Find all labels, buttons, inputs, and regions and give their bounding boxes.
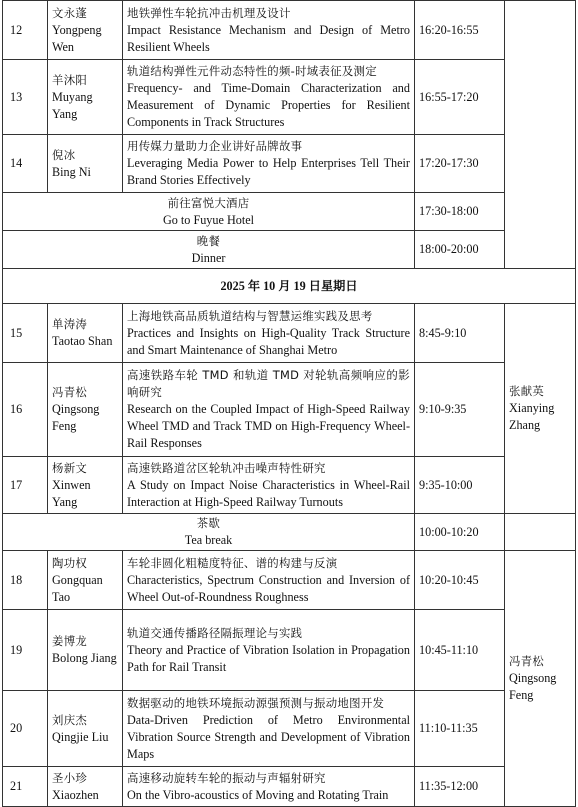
talk-title-zh: 车轮非圆化粗糙度特征、谱的构建与反演 <box>127 555 338 570</box>
speaker-cell <box>48 304 123 363</box>
speaker-name-zh: 姜博龙 <box>52 634 88 648</box>
talk-number: 14 <box>3 135 48 193</box>
speaker-cell <box>48 60 123 135</box>
talk-title-en: Research on the Coupled Impact of High-Speed Railway Wheel TMD and Track TMD on High-Frequency Wheel-Rail Responses <box>127 402 410 450</box>
speaker-cell <box>48 551 123 610</box>
talk-title-zh: 用传媒力量助力企业讲好品牌故事 <box>127 139 303 153</box>
time-slot: 16:20-16:55 <box>415 1 505 60</box>
event-cell <box>3 231 415 269</box>
time-slot: 17:30-18:00 <box>415 193 505 231</box>
talk-title-en: A Study on Impact Noise Characteristics in Wheel-Rail Interaction at High-Speed Railway Turnouts <box>127 477 410 509</box>
time-slot: 9:10-9:35 <box>415 363 505 457</box>
speaker-name-en: Bing Ni <box>52 164 91 179</box>
talk-title-cell <box>123 363 415 457</box>
event-zh: 茶歇 <box>196 516 221 530</box>
time-slot: 8:45-9:10 <box>415 304 505 363</box>
table-row <box>3 135 576 193</box>
talk-title-cell <box>123 1 415 60</box>
event-en: Dinner <box>191 250 226 265</box>
chair-name-en: Xianying Zhang <box>509 401 555 432</box>
table-row <box>3 551 576 610</box>
speaker-name-en: Gongquan Tao <box>52 572 103 604</box>
time-slot: 11:35-12:00 <box>415 767 505 807</box>
speaker-name-en: Qingjie Liu <box>52 729 109 744</box>
talk-title-en: Data-Driven Prediction of Metro Environmental Vibration Source Strength and Development of Vibration Maps <box>127 712 410 761</box>
talk-number: 18 <box>3 551 48 610</box>
speaker-cell <box>48 457 123 514</box>
date-heading-row <box>3 269 576 304</box>
event-zh: 前往富悦大酒店 <box>167 195 250 210</box>
talk-title-en: On the Vibro-acoustics of Moving and Rotating Train <box>127 787 389 802</box>
date-heading: 2025 年 10 月 19 日星期日 <box>3 269 576 304</box>
talk-number: 20 <box>3 691 48 767</box>
speaker-name-en: Muyang Yang <box>52 89 93 121</box>
talk-title-zh: 轨道结构弹性元件动态特性的频-时域表征及测定 <box>127 64 377 78</box>
talk-title-cell <box>123 610 415 691</box>
talk-title-cell <box>123 135 415 193</box>
event-cell <box>3 514 415 551</box>
talk-title-cell <box>123 304 415 363</box>
speaker-cell <box>48 135 123 193</box>
time-slot: 11:10-11:35 <box>415 691 505 767</box>
event-zh: 晚餐 <box>196 233 221 248</box>
time-slot: 10:00-10:20 <box>415 514 505 551</box>
speaker-cell <box>48 1 123 60</box>
talk-title-cell <box>123 457 415 514</box>
speaker-name-en: Yongpeng Wen <box>52 22 102 54</box>
event-row <box>3 514 576 551</box>
speaker-cell <box>48 363 123 457</box>
talk-title-zh: 上海地铁高品质轨道结构与智慧运维实践及思考 <box>127 308 373 323</box>
talk-number: 19 <box>3 610 48 691</box>
talk-title-en: Impact Resistance Mechanism and Design of Metro Resilient Wheels <box>127 22 410 54</box>
table-row <box>3 767 576 807</box>
talk-number: 13 <box>3 60 48 135</box>
talk-number: 12 <box>3 1 48 60</box>
talk-title-zh: 高速铁路道岔区轮轨冲击噪声特性研究 <box>127 460 326 475</box>
table-row <box>3 1 576 60</box>
speaker-name-zh: 单涛涛 <box>52 317 88 331</box>
time-slot: 18:00-20:00 <box>415 231 505 269</box>
time-slot: 10:20-10:45 <box>415 551 505 610</box>
speaker-name-en: Xiaozhen <box>52 787 99 802</box>
session-chair <box>505 551 576 807</box>
speaker-name-zh: 圣小珍 <box>52 770 88 785</box>
talk-title-cell <box>123 767 415 807</box>
talk-title-zh: 数据驱动的地铁环境振动源强预测与振动地图开发 <box>127 695 385 710</box>
talk-title-en: Frequency- and Time-Domain Characterization and Measurement of Dynamic Properties for Resilient Components in Track Structures <box>127 81 410 129</box>
time-slot: 16:55-17:20 <box>415 60 505 135</box>
chair-name-en: Qingsong Feng <box>509 671 557 702</box>
talk-title-cell <box>123 551 415 610</box>
speaker-cell <box>48 691 123 767</box>
talk-title-zh: 轨道交通传播路径隔振理论与实践 <box>127 625 303 640</box>
speaker-cell <box>48 767 123 807</box>
speaker-name-zh: 杨新文 <box>52 460 88 475</box>
talk-title-en: Theory and Practice of Vibration Isolation in Propagation Path for Rail Transit <box>127 642 410 674</box>
speaker-name-zh: 文永蓬 <box>52 5 88 20</box>
speaker-name-en: Bolong Jiang <box>52 651 117 665</box>
talk-number: 16 <box>3 363 48 457</box>
talk-title-cell <box>123 691 415 767</box>
speaker-name-zh: 陶功权 <box>52 555 88 570</box>
table-row <box>3 610 576 691</box>
event-cell <box>3 193 415 231</box>
talk-title-en: Leveraging Media Power to Help Enterprises Tell Their Brand Stories Effectively <box>127 156 410 187</box>
talk-title-en: Practices and Insights on High-Quality Track Structure and Smart Maintenance of Shanghai Metro <box>127 325 410 357</box>
speaker-name-zh: 羊沐阳 <box>52 72 88 87</box>
time-slot: 10:45-11:10 <box>415 610 505 691</box>
speaker-name-en: Xinwen Yang <box>52 477 91 509</box>
speaker-name-en: Qingsong Feng <box>52 402 100 433</box>
table-row <box>3 363 576 457</box>
event-en: Go to Fuyue Hotel <box>162 212 255 227</box>
event-row <box>3 231 576 269</box>
table-row <box>3 304 576 363</box>
speaker-name-zh: 刘庆杰 <box>52 712 88 727</box>
time-slot: 17:20-17:30 <box>415 135 505 193</box>
speaker-name-zh: 冯青松 <box>52 385 88 399</box>
event-en: Tea break <box>184 533 233 547</box>
chair-name-zh: 张献英 <box>509 384 545 398</box>
talk-number: 17 <box>3 457 48 514</box>
chair-cell-empty <box>505 1 576 269</box>
talk-number: 15 <box>3 304 48 363</box>
table-row <box>3 691 576 767</box>
talk-title-zh: 高速铁路车轮 TMD 和轨道 TMD 对轮轨高频响应的影响研究 <box>127 368 410 399</box>
chair-cell-empty <box>505 514 576 551</box>
schedule-table <box>2 0 576 807</box>
speaker-name-zh: 倪冰 <box>52 147 76 162</box>
event-row <box>3 193 576 231</box>
session-chair <box>505 304 576 514</box>
talk-title-en: Characteristics, Spectrum Construction and Inversion of Wheel Out-of-Roundness Roughness <box>127 572 410 604</box>
chair-name-zh: 冯青松 <box>509 654 545 668</box>
table-row <box>3 60 576 135</box>
table-row <box>3 457 576 514</box>
time-slot: 9:35-10:00 <box>415 457 505 514</box>
speaker-name-en: Taotao Shan <box>52 334 113 348</box>
talk-title-zh: 高速移动旋转车轮的振动与声辐射研究 <box>127 770 326 785</box>
talk-number: 21 <box>3 767 48 807</box>
talk-title-cell <box>123 60 415 135</box>
speaker-cell <box>48 610 123 691</box>
talk-title-zh: 地铁弹性车轮抗冲击机理及设计 <box>127 5 291 20</box>
